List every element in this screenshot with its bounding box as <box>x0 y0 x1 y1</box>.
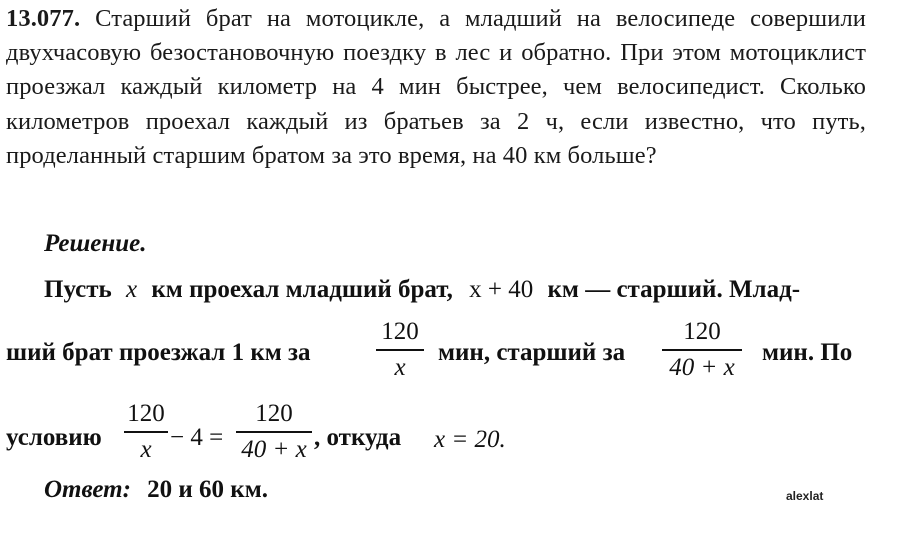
answer <box>44 476 268 504</box>
line1-var-x: x <box>126 276 138 303</box>
frac1-denominator: x <box>394 353 406 381</box>
fraction-120-over-40-plus-x <box>662 318 742 382</box>
fraction-120-over-40-plus-x-2 <box>236 400 312 464</box>
frac2-numerator: 120 <box>683 318 721 345</box>
line3-text-2: , откуда <box>314 424 402 451</box>
line2-text-3: мин. По <box>762 339 853 366</box>
problem-statement <box>6 2 866 173</box>
line1-text-2: км проехал младший брат, <box>151 276 453 303</box>
line3-text-1: условию <box>6 424 102 451</box>
solution-line-1 <box>44 276 800 304</box>
answer-label: Ответ: <box>44 476 131 503</box>
problem-text: Старший брат на мотоцикле, а младший на велосипеде совершили двухчасовую безостановочную поездку в лес и обратно. При этом мотоциклист проезжал каждый километр на 4 мин быстрее, чем велосипедист. Сколько километров проехал каждый из братьев за 2 ч, если известно, что путь, проделанный старшим братом за это время, на 40 км больше? <box>6 5 866 169</box>
line2-text-2: мин, старший за <box>438 339 626 366</box>
fraction-bar <box>376 349 424 351</box>
problem-number: 13.077. <box>6 5 81 32</box>
answer-value: 20 и 60 км. <box>147 476 268 503</box>
watermark: alexlat <box>786 489 824 503</box>
fraction-120-over-x-2 <box>124 400 168 464</box>
line2-text-1: ший брат проезжал 1 км за <box>6 339 311 366</box>
fraction-bar <box>236 431 312 433</box>
frac3-numerator: 120 <box>127 400 165 427</box>
fraction-bar <box>124 431 168 433</box>
fraction-bar <box>662 349 742 351</box>
line3-minus-four-equals: − 4 = <box>170 424 224 451</box>
fraction-120-over-x <box>376 318 424 382</box>
frac2-denominator: 40 + x <box>669 353 735 381</box>
line3-result: x = 20. <box>434 426 506 453</box>
line1-expr: x + 40 <box>469 276 534 303</box>
frac1-numerator: 120 <box>381 318 419 345</box>
line1-text-1: Пусть <box>44 276 112 303</box>
frac3-denominator: x <box>140 435 152 463</box>
solution-heading: Решение. <box>44 230 147 257</box>
frac4-denominator: 40 + x <box>241 435 307 463</box>
frac4-numerator: 120 <box>255 400 293 427</box>
line1-text-3: км — старший. Млад- <box>547 276 801 303</box>
